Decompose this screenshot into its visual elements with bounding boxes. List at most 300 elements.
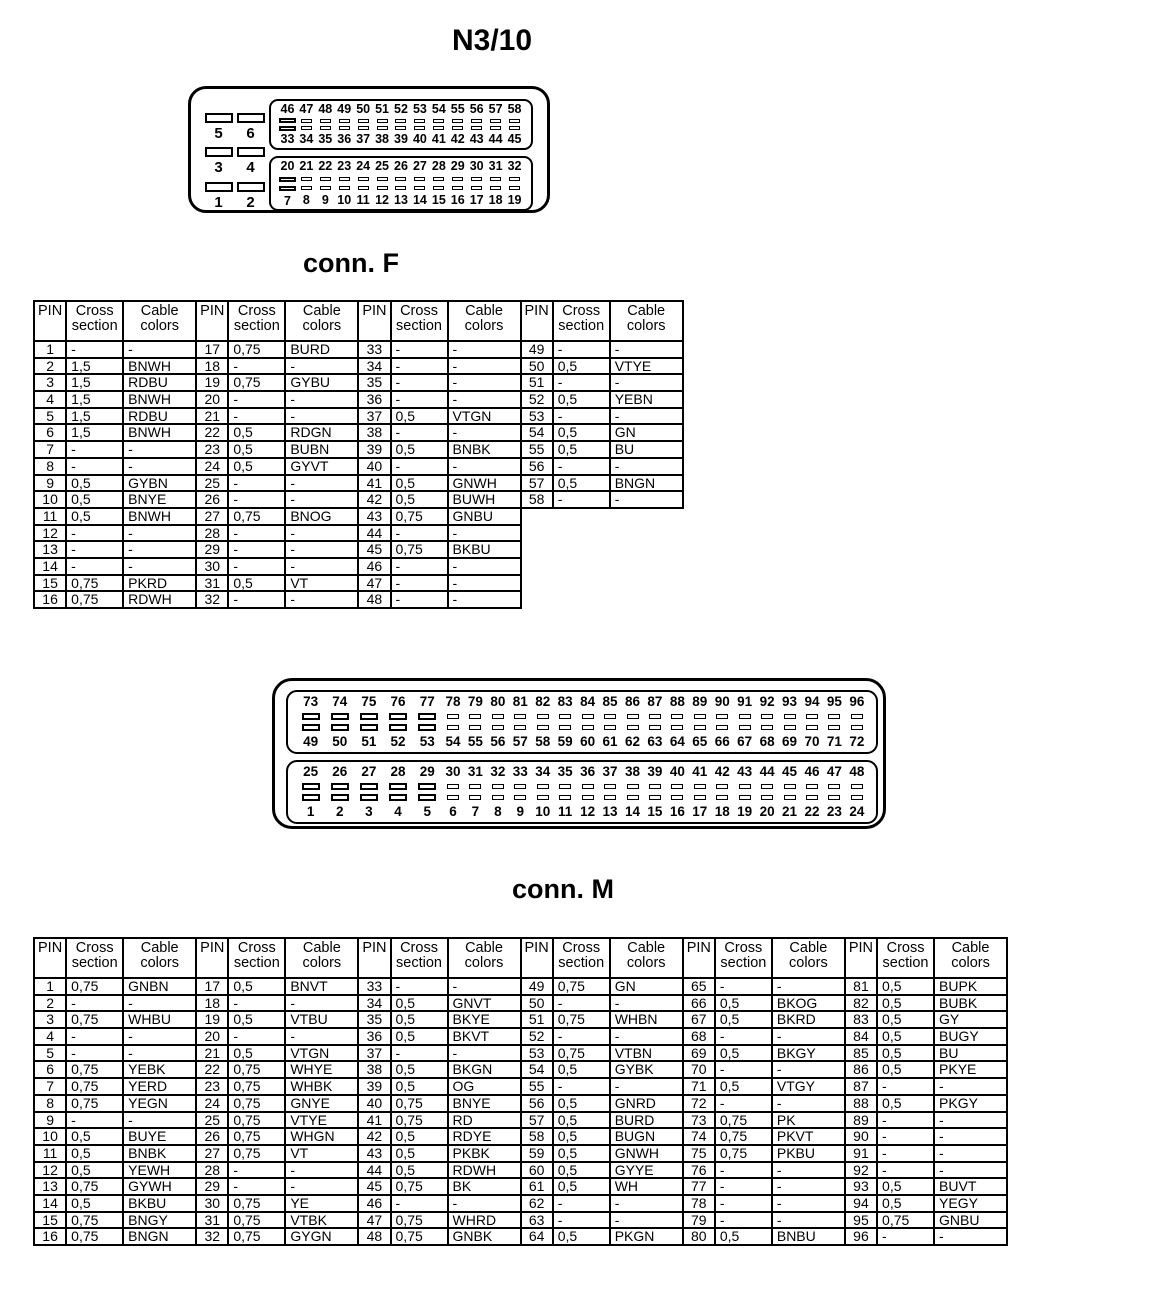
table-row xyxy=(683,1095,845,1112)
pin-header: PIN xyxy=(358,301,390,341)
cross-section-cell: 0,75 xyxy=(391,1178,448,1195)
cross-section-cell: - xyxy=(391,1195,448,1212)
table-row xyxy=(683,1078,845,1095)
table-row xyxy=(196,978,358,995)
pin-cell: 78 xyxy=(683,1195,715,1212)
pin-column xyxy=(554,765,576,819)
table-row xyxy=(845,1212,1007,1229)
table-row xyxy=(196,995,358,1012)
pin-number-label: 51 xyxy=(361,734,377,750)
table-header xyxy=(196,938,358,978)
pin-cell: 50 xyxy=(521,995,553,1012)
pin-column xyxy=(801,695,823,749)
cross-section-cell: - xyxy=(553,374,610,391)
pin-contact xyxy=(237,182,265,192)
table-row xyxy=(34,374,196,391)
pin-cell: 56 xyxy=(521,458,553,475)
cross-section-cell: 0,5 xyxy=(66,1128,123,1145)
cross-section-cell: - xyxy=(66,458,123,475)
table-row xyxy=(196,358,358,375)
table-row xyxy=(196,575,358,592)
cable-colors-cell: - xyxy=(285,491,358,508)
cross-section-cell: - xyxy=(228,1178,285,1195)
cable-colors-cell: VTGN xyxy=(448,408,521,425)
cable-colors-cell: BUBN xyxy=(285,441,358,458)
pin-column xyxy=(325,695,354,749)
cross-section-cell: 1,5 xyxy=(66,374,123,391)
table-row xyxy=(845,978,1007,995)
pin-number-label: 7 xyxy=(471,804,480,820)
table-row xyxy=(358,541,520,558)
table-row xyxy=(34,591,196,608)
pin-number-label: 40 xyxy=(669,764,685,779)
cable-colors-cell: - xyxy=(610,491,683,508)
pin-cell: 15 xyxy=(34,575,66,592)
pin-cell: 24 xyxy=(196,458,228,475)
pin-number-label: 96 xyxy=(849,694,865,709)
pin-cell: 8 xyxy=(34,458,66,475)
pin-contact xyxy=(806,725,818,730)
pin-contact xyxy=(694,784,706,789)
cross-section-cell: - xyxy=(391,525,448,542)
pin-cell: 10 xyxy=(34,1128,66,1145)
pin-cell: 36 xyxy=(358,1028,390,1045)
pin-cell: 21 xyxy=(196,408,228,425)
pin-number-label: 40 xyxy=(412,132,427,147)
pin-number-label: 81 xyxy=(512,694,528,709)
cross-section-cell: - xyxy=(391,391,448,408)
pin-cell: 22 xyxy=(196,424,228,441)
pin-cell: 67 xyxy=(683,1011,715,1028)
pin-contact xyxy=(490,126,501,130)
table-row xyxy=(521,1128,683,1145)
pin-number-label: 41 xyxy=(431,132,446,147)
pin-number-label: 12 xyxy=(375,193,390,208)
pin-contact xyxy=(418,794,436,801)
pin-contact xyxy=(471,186,482,190)
pin-cell: 52 xyxy=(521,1028,553,1045)
header-row xyxy=(196,301,358,341)
pin-contact xyxy=(452,119,463,123)
pin-cell: 26 xyxy=(196,491,228,508)
table-row xyxy=(358,374,520,391)
cable-colors-cell: BKRD xyxy=(772,1011,845,1028)
cable-colors-cell: - xyxy=(448,391,521,408)
cable-colors-cell: - xyxy=(285,995,358,1012)
table-row xyxy=(196,1078,358,1095)
cable-colors-cell: RDWH xyxy=(123,591,196,608)
cable-colors-header: Cable colors xyxy=(448,301,521,341)
pin-contact xyxy=(806,784,818,789)
cross-section-cell: 1,5 xyxy=(66,408,123,425)
header-row xyxy=(34,938,196,978)
table-header xyxy=(196,301,358,341)
pin-contact xyxy=(694,795,706,800)
pin-block xyxy=(269,99,533,150)
cable-colors-cell: - xyxy=(934,1228,1007,1245)
pin-cell: 21 xyxy=(196,1045,228,1062)
pin-cell: 59 xyxy=(521,1145,553,1162)
cable-colors-cell: - xyxy=(772,1061,845,1078)
large-pin xyxy=(236,182,265,211)
pin-contact xyxy=(331,783,349,790)
pin-cell: 15 xyxy=(34,1212,66,1229)
table-row xyxy=(521,1212,683,1229)
table-row xyxy=(845,1011,1007,1028)
pin-contact xyxy=(492,725,504,730)
pin-cell: 79 xyxy=(683,1212,715,1229)
cable-colors-cell: YERD xyxy=(123,1078,196,1095)
pin-cell: 93 xyxy=(845,1178,877,1195)
table-row xyxy=(34,1078,196,1095)
pin-column xyxy=(467,103,486,146)
table-row xyxy=(358,475,520,492)
cable-colors-cell: BURD xyxy=(610,1112,683,1129)
large-pin-row xyxy=(204,113,265,142)
cable-colors-cell: GYBU xyxy=(285,374,358,391)
pin-number-label: 72 xyxy=(849,734,865,750)
table-row xyxy=(34,358,196,375)
pin-number-label: 65 xyxy=(692,734,708,750)
cross-section-cell: 0,5 xyxy=(715,1011,772,1028)
pin-cell: 49 xyxy=(521,978,553,995)
pin-contact xyxy=(604,725,616,730)
cable-colors-cell: WHBN xyxy=(610,1011,683,1028)
pin-contact xyxy=(514,795,526,800)
table-row xyxy=(521,1095,683,1112)
pin-number-label: 17 xyxy=(469,193,484,208)
cable-colors-header: Cable colors xyxy=(285,301,358,341)
cross-section-cell: 0,75 xyxy=(228,508,285,525)
table-row xyxy=(358,995,520,1012)
pin-number-label: 53 xyxy=(412,102,427,116)
pin-column xyxy=(778,695,800,749)
pin-column xyxy=(576,695,598,749)
table-row xyxy=(196,341,358,358)
cross-section-cell: - xyxy=(228,358,285,375)
pin-cell: 45 xyxy=(358,541,390,558)
pin-cell: 72 xyxy=(683,1095,715,1112)
pin-contact xyxy=(395,126,406,130)
cable-colors-cell: - xyxy=(448,424,521,441)
table-row xyxy=(358,1112,520,1129)
table-row xyxy=(358,391,520,408)
pin-number-label: 47 xyxy=(826,764,842,779)
pin-column xyxy=(410,160,429,207)
cross-section-cell: 0,5 xyxy=(66,508,123,525)
table-row xyxy=(196,525,358,542)
pin-column xyxy=(846,765,868,819)
cable-colors-cell: - xyxy=(123,341,196,358)
cross-section-cell: 0,75 xyxy=(228,1061,285,1078)
pin-number-label: 78 xyxy=(445,694,461,709)
cross-section-cell: 0,75 xyxy=(391,541,448,558)
cross-section-cell: - xyxy=(553,458,610,475)
cable-colors-cell: BUWH xyxy=(448,491,521,508)
header-row xyxy=(34,301,196,341)
cross-section-header: Cross section xyxy=(228,301,285,341)
pin-cell: 25 xyxy=(196,1112,228,1129)
cable-colors-cell: - xyxy=(448,358,521,375)
pin-number-label: 2 xyxy=(335,804,344,820)
table-row xyxy=(34,408,196,425)
pin-number-label: 62 xyxy=(624,734,641,750)
cross-section-cell: - xyxy=(66,541,123,558)
cross-section-cell: 0,5 xyxy=(553,358,610,375)
cross-section-cell: 0,5 xyxy=(391,441,448,458)
cable-colors-cell: BUBK xyxy=(934,995,1007,1012)
pin-number-label: 1 xyxy=(214,193,223,211)
table-row xyxy=(358,1212,520,1229)
cable-colors-cell: BKBU xyxy=(448,541,521,558)
pin-contact xyxy=(761,725,773,730)
table-row xyxy=(358,1195,520,1212)
cross-section-cell: - xyxy=(391,558,448,575)
pin-contact xyxy=(492,784,504,789)
pin-cell: 8 xyxy=(34,1095,66,1112)
cross-section-cell: 0,5 xyxy=(66,475,123,492)
cable-colors-cell: VTBN xyxy=(610,1045,683,1062)
cross-section-cell: - xyxy=(228,541,285,558)
table-row xyxy=(358,408,520,425)
pin-number-label: 11 xyxy=(356,193,370,208)
cable-colors-header: Cable colors xyxy=(772,938,845,978)
pin-contact xyxy=(828,714,840,719)
table-row xyxy=(521,1145,683,1162)
table-row xyxy=(34,391,196,408)
cable-colors-cell: WHBK xyxy=(285,1078,358,1095)
cross-section-cell: 0,75 xyxy=(553,1011,610,1028)
cable-colors-cell: - xyxy=(934,1162,1007,1179)
table-row xyxy=(196,1028,358,1045)
pin-column xyxy=(296,695,325,749)
pin-number-label: 35 xyxy=(557,764,573,779)
pin-number-label: 54 xyxy=(431,102,446,116)
cable-colors-cell: BKGN xyxy=(448,1061,521,1078)
cross-section-cell: 0,5 xyxy=(228,424,285,441)
pin-contact xyxy=(301,186,312,190)
table-header xyxy=(358,301,520,341)
pin-header: PIN xyxy=(521,301,553,341)
pin-column xyxy=(354,695,383,749)
cable-colors-cell: GYVT xyxy=(285,458,358,475)
pin-cell: 80 xyxy=(683,1228,715,1245)
pin-number-label: 38 xyxy=(375,132,390,147)
pin-number-label: 21 xyxy=(299,159,314,173)
table-row xyxy=(358,441,520,458)
pin-number-label: 47 xyxy=(299,102,314,116)
cross-section-cell: - xyxy=(228,591,285,608)
pin-cell: 9 xyxy=(34,1112,66,1129)
pin-contact xyxy=(418,783,436,790)
pin-cell: 31 xyxy=(196,575,228,592)
table-row xyxy=(521,475,683,492)
cross-section-cell: - xyxy=(66,1112,123,1129)
pin-column xyxy=(373,160,392,207)
pin-number-label: 25 xyxy=(375,159,390,173)
cable-colors-cell: - xyxy=(123,441,196,458)
cross-section-cell: - xyxy=(66,1045,123,1062)
table-row xyxy=(683,1212,845,1229)
cable-colors-cell: YEGN xyxy=(123,1095,196,1112)
table-row xyxy=(845,1195,1007,1212)
pin-column xyxy=(756,765,778,819)
connector-f-diagram xyxy=(188,86,550,213)
pin-column xyxy=(756,695,778,749)
pin-number-label: 29 xyxy=(419,764,435,779)
pin-contact xyxy=(671,795,683,800)
pin-cell: 41 xyxy=(358,475,390,492)
cable-colors-cell: - xyxy=(610,341,683,358)
cable-colors-cell: VTBK xyxy=(285,1212,358,1229)
cross-section-cell: - xyxy=(66,341,123,358)
table-row xyxy=(521,1011,683,1028)
table-row xyxy=(521,1045,683,1062)
pin-contact xyxy=(360,783,378,790)
pin-column xyxy=(801,765,823,819)
table-row xyxy=(34,558,196,575)
pin-number-label: 69 xyxy=(782,734,798,750)
pin-contact xyxy=(360,713,378,720)
cable-colors-cell: BK xyxy=(448,1178,521,1195)
pin-column xyxy=(505,160,524,207)
cable-colors-cell: - xyxy=(123,995,196,1012)
pin-cell: 35 xyxy=(358,374,390,391)
cable-colors-cell: - xyxy=(934,1078,1007,1095)
pin-cell: 6 xyxy=(34,424,66,441)
table-row xyxy=(196,374,358,391)
table-header xyxy=(358,938,520,978)
table-body xyxy=(196,341,358,608)
cable-colors-cell: BNYE xyxy=(448,1095,521,1112)
pin-column xyxy=(711,695,733,749)
cross-section-cell: - xyxy=(553,1212,610,1229)
pin-contact xyxy=(205,182,233,192)
pin-cell: 17 xyxy=(196,978,228,995)
cross-section-cell: 0,5 xyxy=(553,1112,610,1129)
cross-section-cell: 0,5 xyxy=(391,475,448,492)
pin-header: PIN xyxy=(358,938,390,978)
pin-number-label: 36 xyxy=(580,764,596,779)
pin-cell: 62 xyxy=(521,1195,553,1212)
pin-contact xyxy=(671,714,683,719)
cross-section-cell: 0,5 xyxy=(391,1128,448,1145)
pin-number-label: 3 xyxy=(214,159,223,177)
pin-number-label: 25 xyxy=(303,764,319,779)
pin-number-label: 23 xyxy=(826,804,842,820)
table-row xyxy=(34,424,196,441)
pin-number-label: 35 xyxy=(318,132,333,147)
pin-cell: 84 xyxy=(845,1028,877,1045)
table-row xyxy=(683,1145,845,1162)
pin-number-label: 92 xyxy=(759,694,775,709)
pin-number-label: 51 xyxy=(375,102,390,116)
pin-cell: 82 xyxy=(845,995,877,1012)
table-row xyxy=(196,391,358,408)
pin-cell: 40 xyxy=(358,1095,390,1112)
pin-number-label: 8 xyxy=(302,193,310,208)
table-row xyxy=(683,1112,845,1129)
cross-section-cell: 0,5 xyxy=(553,1228,610,1245)
pin-cell: 57 xyxy=(521,475,553,492)
pin-contact xyxy=(389,783,407,790)
table-row xyxy=(683,1061,845,1078)
pin-contact xyxy=(671,784,683,789)
pin-cell: 94 xyxy=(845,1195,877,1212)
pin-cell: 22 xyxy=(196,1061,228,1078)
pin-number-label: 29 xyxy=(450,159,465,173)
cross-section-cell: - xyxy=(228,475,285,492)
pin-contact xyxy=(604,714,616,719)
cable-colors-cell: - xyxy=(610,995,683,1012)
table-row xyxy=(845,1145,1007,1162)
table-body xyxy=(521,341,683,508)
pin-cell: 14 xyxy=(34,558,66,575)
cross-section-cell: 0,75 xyxy=(715,1112,772,1129)
cable-colors-cell: YEBK xyxy=(123,1061,196,1078)
pin-column xyxy=(442,765,464,819)
cross-section-cell: 0,75 xyxy=(553,1045,610,1062)
table-row xyxy=(34,1045,196,1062)
pin-number-label: 34 xyxy=(535,764,551,779)
pin-header: PIN xyxy=(521,938,553,978)
pin-cell: 74 xyxy=(683,1128,715,1145)
pin-contact xyxy=(377,177,388,181)
pin-number-label: 28 xyxy=(431,159,446,173)
cable-colors-cell: - xyxy=(123,1112,196,1129)
table-row xyxy=(521,441,683,458)
pin-cell: 37 xyxy=(358,408,390,425)
pin-contact xyxy=(627,725,639,730)
table-row xyxy=(358,978,520,995)
pin-number-label: 5 xyxy=(214,125,223,142)
pin-contact xyxy=(761,784,773,789)
pin-cell: 56 xyxy=(521,1095,553,1112)
table-row xyxy=(34,1011,196,1028)
pin-column xyxy=(487,695,509,749)
pin-column xyxy=(823,695,845,749)
pin-cell: 95 xyxy=(845,1212,877,1229)
pin-contact xyxy=(469,784,481,789)
pin-column xyxy=(429,160,448,207)
pin-number-label: 13 xyxy=(394,193,408,208)
cross-section-cell: - xyxy=(391,341,448,358)
pin-contact xyxy=(509,177,520,181)
pin-cell: 53 xyxy=(521,1045,553,1062)
pin-number-label: 38 xyxy=(624,764,641,779)
pin-contact xyxy=(279,126,296,131)
cross-section-cell: 0,5 xyxy=(391,1028,448,1045)
cross-section-cell: 0,5 xyxy=(391,1145,448,1162)
cross-section-cell: - xyxy=(715,978,772,995)
pin-number-label: 56 xyxy=(469,102,484,116)
table-row xyxy=(683,1128,845,1145)
pin-cell: 36 xyxy=(358,391,390,408)
table-row xyxy=(358,491,520,508)
pin-contact xyxy=(492,714,504,719)
table-row xyxy=(521,1112,683,1129)
pin-contact xyxy=(433,177,444,181)
pin-cell: 24 xyxy=(196,1095,228,1112)
cross-section-cell: - xyxy=(391,978,448,995)
pin-contact xyxy=(627,784,639,789)
pin-contact xyxy=(302,713,320,720)
cross-section-cell: - xyxy=(715,1178,772,1195)
pin-cell: 73 xyxy=(683,1112,715,1129)
pin-number-label: 58 xyxy=(507,102,522,116)
cross-section-cell: 0,75 xyxy=(228,1078,285,1095)
pin-cell: 47 xyxy=(358,1212,390,1229)
